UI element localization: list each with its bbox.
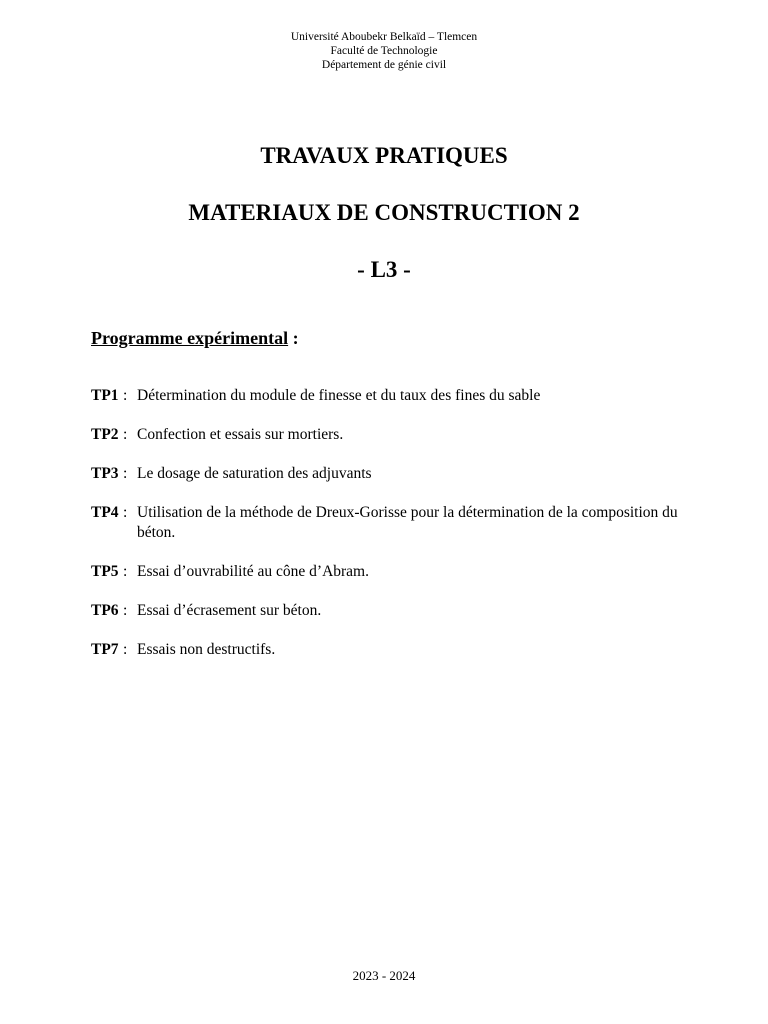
tp-item bbox=[91, 503, 691, 543]
tp-item bbox=[91, 562, 691, 582]
course-title: MATERIAUX DE CONSTRUCTION 2 bbox=[188, 200, 580, 225]
tp-description: Détermination du module de finesse et du taux des fines du sable bbox=[137, 387, 541, 404]
tp-description: Confection et essais sur mortiers. bbox=[137, 426, 344, 443]
faculty-name: Faculté de Technologie bbox=[330, 45, 438, 57]
tp-description: Essai d’écrasement sur béton. bbox=[137, 602, 322, 619]
tp-item bbox=[91, 386, 691, 406]
tp-list bbox=[91, 386, 691, 679]
tp-separator: : bbox=[123, 602, 128, 619]
level-title: - L3 - bbox=[357, 257, 411, 282]
institution-header bbox=[0, 30, 768, 72]
tp-code: TP3 bbox=[91, 465, 119, 482]
tp-code: TP6 bbox=[91, 602, 119, 619]
tp-separator: : bbox=[123, 504, 128, 521]
tp-separator: : bbox=[123, 563, 128, 580]
tp-description: Le dosage de saturation des adjuvants bbox=[137, 465, 372, 482]
section-heading-colon: : bbox=[288, 328, 299, 348]
tp-code: TP4 bbox=[91, 504, 119, 521]
university-name: Université Aboubekr Belkaïd – Tlemcen bbox=[290, 31, 478, 43]
tp-code: TP2 bbox=[91, 426, 119, 443]
tp-code: TP1 bbox=[91, 387, 119, 404]
tp-separator: : bbox=[123, 426, 128, 443]
tp-code: TP5 bbox=[91, 563, 119, 580]
tp-separator: : bbox=[123, 641, 128, 658]
document-title: TRAVAUX PRATIQUES bbox=[260, 143, 508, 168]
section-heading bbox=[91, 326, 299, 350]
tp-item bbox=[91, 464, 691, 484]
tp-item bbox=[91, 640, 691, 660]
tp-item bbox=[91, 601, 691, 621]
tp-description: Utilisation de la méthode de Dreux-Gorisse pour la détermination de la composition du béton. bbox=[137, 504, 678, 541]
tp-separator: : bbox=[123, 387, 128, 404]
tp-code: TP7 bbox=[91, 641, 119, 658]
tp-description: Essai d’ouvrabilité au cône d’Abram. bbox=[137, 563, 369, 580]
section-heading-text: Programme expérimental bbox=[91, 328, 289, 348]
tp-item bbox=[91, 425, 691, 445]
tp-description: Essais non destructifs. bbox=[137, 641, 276, 658]
department-name: Département de génie civil bbox=[321, 59, 447, 71]
academic-year: 2023 - 2024 bbox=[352, 968, 416, 983]
tp-separator: : bbox=[123, 465, 128, 482]
